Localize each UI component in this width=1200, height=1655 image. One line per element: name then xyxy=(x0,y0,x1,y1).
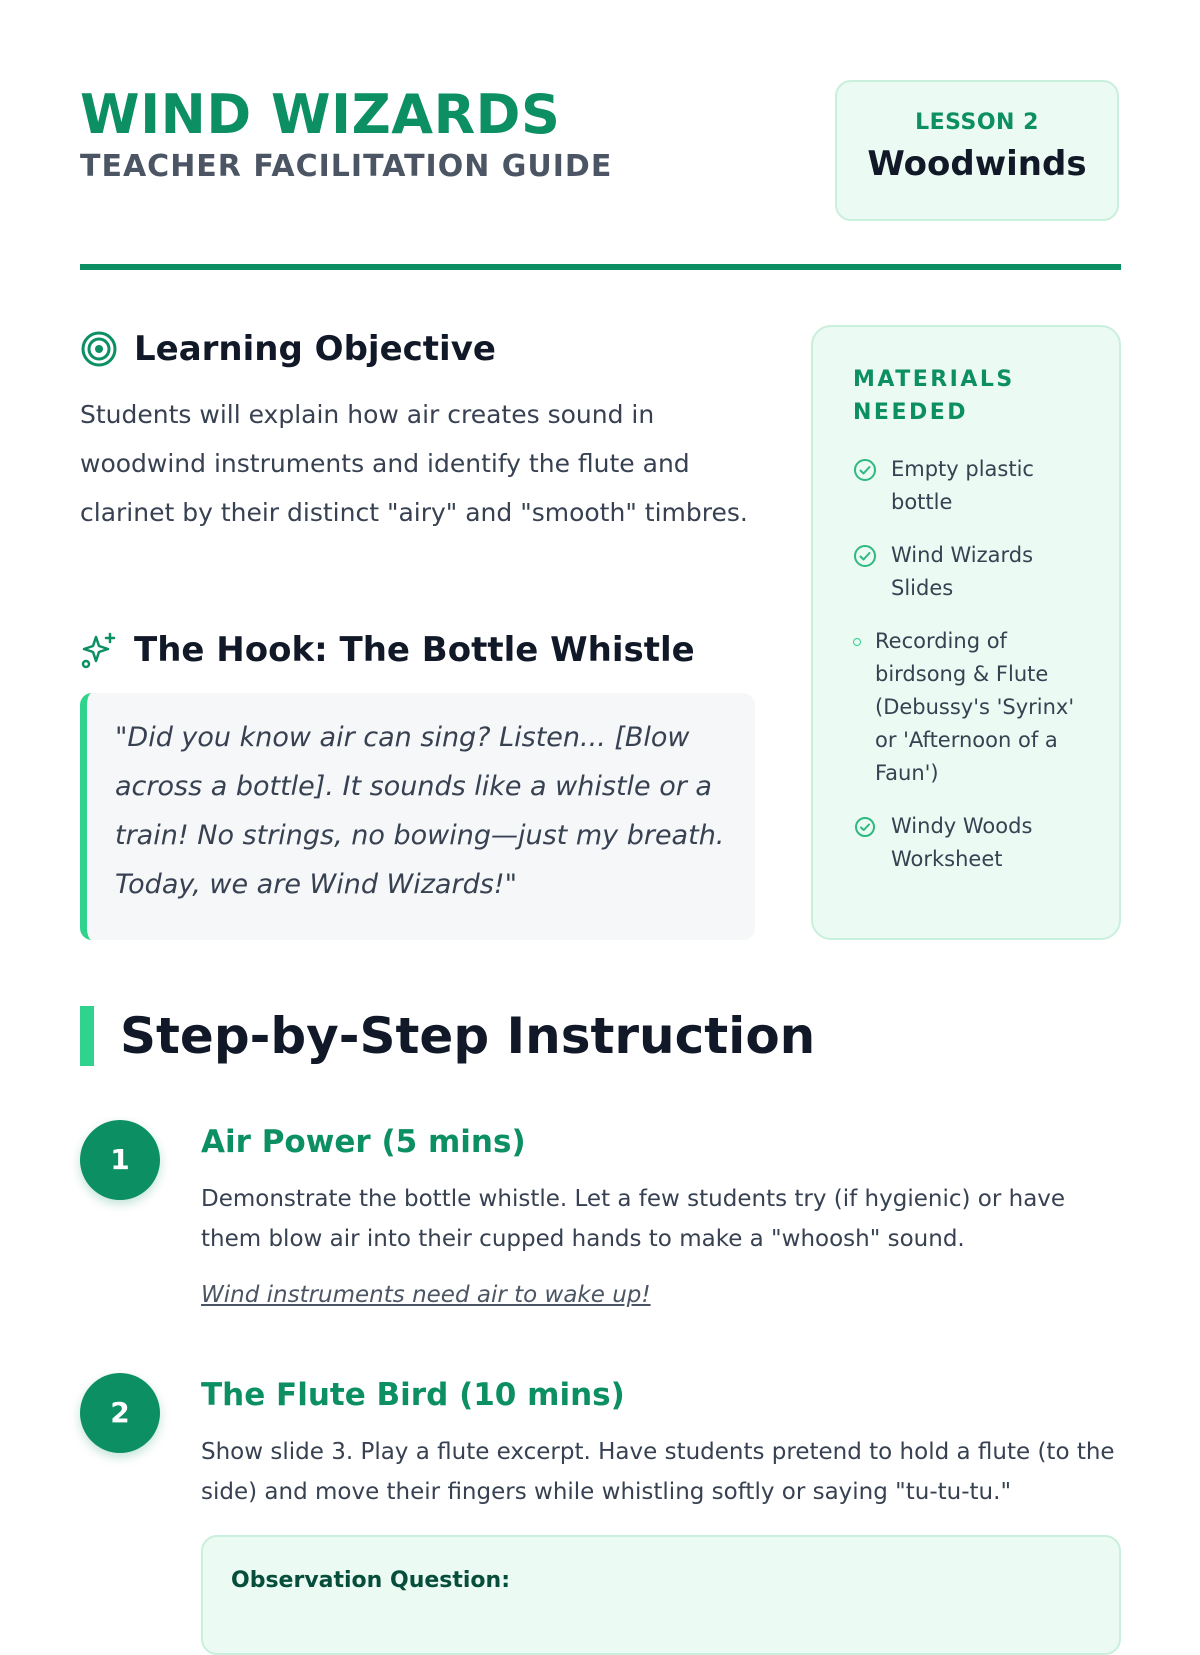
step-note: Wind instruments need air to wake up! xyxy=(201,1282,651,1308)
hook-quote: "Did you know air can sing? Listen... [Blow across a bottle]. It sounds like a whistle or a train! No strings, no bowing—just my breath. Today, we are Wind Wizards!" xyxy=(80,693,755,940)
observation-callout xyxy=(201,1535,1121,1655)
heading-accent-bar xyxy=(80,1006,94,1066)
steps-heading xyxy=(80,1006,815,1066)
guide-subtitle: TEACHER FACILITATION GUIDE xyxy=(80,149,613,184)
check-circle-icon xyxy=(853,458,877,482)
guide-page xyxy=(80,0,1121,1600)
materials-title: MATERIALS NEEDED xyxy=(853,367,1015,425)
hook-heading xyxy=(80,630,695,670)
objective-text: Students will explain how air creates sound in woodwind instruments and identify the flute and clarinet by their distinct "airy" and "smooth" timbres. xyxy=(80,400,748,527)
dot-icon xyxy=(853,638,861,646)
header-divider xyxy=(80,264,1121,270)
objective-heading xyxy=(80,329,496,369)
material-label: Wind Wizards Slides xyxy=(891,543,1034,600)
sparkles-icon xyxy=(80,631,118,669)
list-item xyxy=(853,810,1079,876)
hook-title: The Hook: The Bottle Whistle xyxy=(134,630,695,670)
observation-title: Observation Question: xyxy=(231,1568,511,1593)
step-description: Show slide 3. Play a flute excerpt. Have students pretend to hold a flute (to the side) and move their fingers while whistling softly or saying "tu-tu-tu." xyxy=(201,1439,1115,1505)
lesson-name: Woodwinds xyxy=(867,144,1087,184)
material-label: Windy Woods Worksheet xyxy=(891,814,1033,871)
target-icon xyxy=(80,330,118,368)
list-item xyxy=(853,539,1079,605)
list-item xyxy=(853,625,1079,790)
lesson-number: LESSON 2 xyxy=(915,110,1039,135)
check-circle-icon xyxy=(853,544,877,568)
objective-title: Learning Objective xyxy=(134,329,496,369)
check-circle-icon xyxy=(853,815,877,839)
step-title: The Flute Bird (10 mins) xyxy=(201,1377,625,1413)
materials-panel xyxy=(811,325,1121,940)
step-number-badge: 2 xyxy=(80,1373,160,1453)
material-label: Empty plastic bottle xyxy=(891,457,1034,514)
lesson-card xyxy=(835,80,1119,221)
step-number-badge: 1 xyxy=(80,1120,160,1200)
step-description: Demonstrate the bottle whistle. Let a few students try (if hygienic) or have them blow air into their cupped hands to make a "whoosh" sound. xyxy=(201,1186,1066,1252)
steps-title: Step-by-Step Instruction xyxy=(120,1007,816,1065)
brand-title: WIND WIZARDS xyxy=(80,83,561,146)
materials-list xyxy=(853,453,1079,876)
material-label: Recording of birdsong & Flute (Debussy's 'Syrinx' or 'Afternoon of a Faun') xyxy=(875,629,1075,785)
list-item xyxy=(853,453,1079,519)
step-title: Air Power (5 mins) xyxy=(201,1124,526,1160)
